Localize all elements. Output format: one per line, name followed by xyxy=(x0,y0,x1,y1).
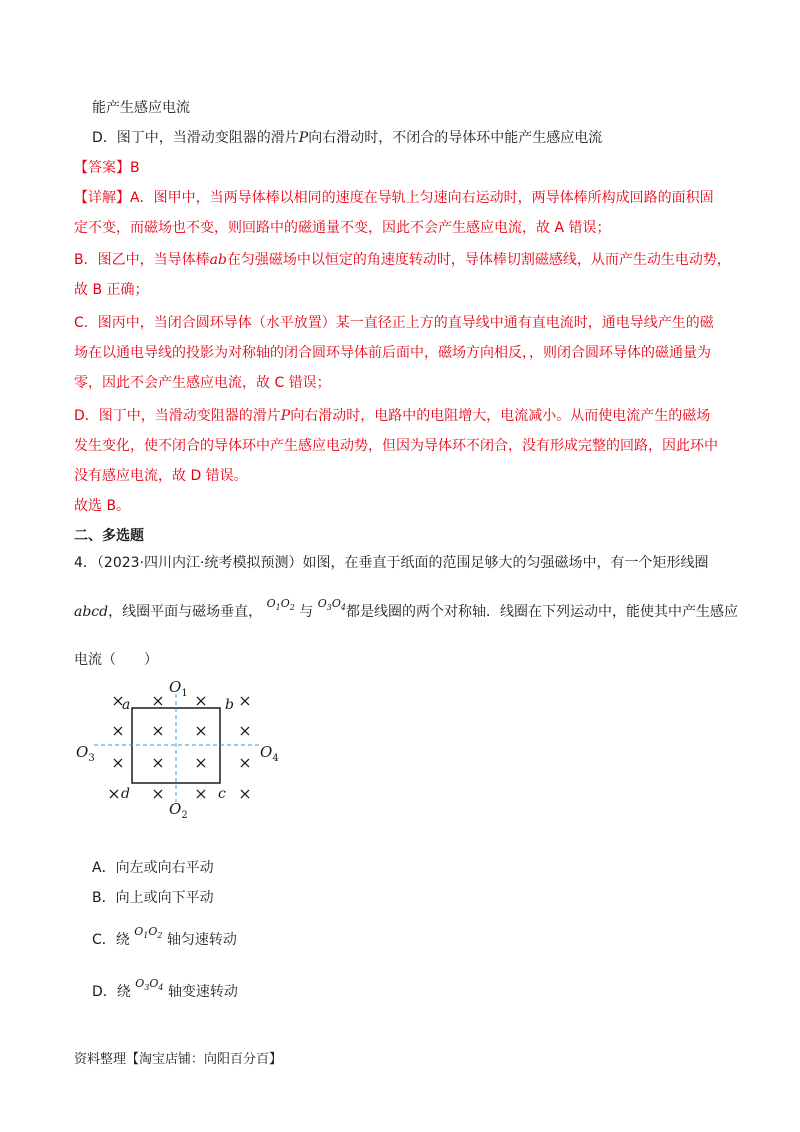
coil-diagram xyxy=(74,672,284,822)
explain-d-line2: 发生变化，使不闭合的导体环中产生感应电动势，但因为导体环不闭合，没有形成完整的回路，因此环中 xyxy=(74,438,718,454)
opt-d-axis-b: O xyxy=(149,977,159,990)
cross-r4c1: × xyxy=(107,784,121,803)
explain-c-line3: 零，因此不会产生感应电流，故 C 错误； xyxy=(74,375,331,391)
cross-r1c1: × xyxy=(111,691,125,710)
option-c-label: C．绕 xyxy=(92,932,130,948)
cross-r2c3: × xyxy=(194,721,208,740)
cross-r4c4: × xyxy=(238,784,252,803)
axis1-a: O xyxy=(266,597,276,610)
q4-line1 xyxy=(74,553,708,573)
axis-o1o2-option xyxy=(134,925,162,938)
opt-c-axis-a: O xyxy=(134,925,144,938)
explain-b-line1 xyxy=(74,250,731,270)
cross-r1c2: × xyxy=(151,691,165,710)
q4-line3: 电流（ ） xyxy=(74,652,158,668)
option-d-q4-label: D．绕 xyxy=(92,984,131,1000)
opt-d-axis-b-sub: 4 xyxy=(158,983,164,992)
q4-text2a: ，线圈平面与磁场垂直， xyxy=(108,604,263,620)
explain-a-line1 xyxy=(74,188,714,208)
cross-r3c4: × xyxy=(238,753,252,772)
axis2-b-sub: 4 xyxy=(340,603,346,612)
label-b: b xyxy=(225,697,234,713)
explain-b-var: ab xyxy=(209,252,227,268)
option-d xyxy=(92,128,602,148)
label-o3: $O_3$ xyxy=(76,743,95,764)
opt-c-axis-b-sub: 2 xyxy=(157,931,163,940)
explain-d-var: P xyxy=(280,408,291,424)
q4-text2b: 都是线圈的两个对称轴．线圈在下列运动中，能使其中产生感应 xyxy=(345,604,738,620)
label-d: d xyxy=(121,786,130,802)
explain-label: 【详解】 xyxy=(74,190,130,206)
axis-o1o2 xyxy=(267,597,295,610)
answer-value: B xyxy=(130,160,140,176)
cross-r3c1: × xyxy=(111,753,125,772)
q4-coil: abcd xyxy=(74,604,109,620)
cross-r2c4: × xyxy=(238,721,252,740)
answer-label: 【答案】 xyxy=(74,160,130,176)
option-c-tail2: 轴匀速转动 xyxy=(166,932,237,948)
axis2-b: O xyxy=(331,597,341,610)
q4-number: 4． xyxy=(74,555,97,571)
option-c-tail: 能产生感应电流 xyxy=(92,100,190,116)
cross-r4c2: × xyxy=(151,784,165,803)
cross-r4c3: × xyxy=(194,784,208,803)
explain-b-line2: 故 B 正确； xyxy=(74,282,149,298)
explain-c-line1: C．图丙中，当闭合圆环导体（水平放置）某一直径正上方的直导线中通有直电流时，通电导线产生的磁 xyxy=(74,315,714,331)
q4-source: （2023·四川内江·统考模拟预测） xyxy=(96,555,303,571)
footer: 资料整理【淘宝店铺：向阳百分百】 xyxy=(74,1052,283,1067)
option-d-q4 xyxy=(92,977,238,1007)
option-c xyxy=(92,925,237,955)
q4-line2 xyxy=(74,597,738,627)
explain-conclusion: 故选 B。 xyxy=(74,498,131,514)
axis2-a: O xyxy=(317,597,327,610)
option-d-var: P xyxy=(298,130,309,146)
opt-c-axis-a-sub: 1 xyxy=(143,931,149,940)
opt-d-axis-a-sub: 3 xyxy=(144,983,150,992)
cross-r1c3: × xyxy=(194,691,208,710)
section-title: 二、多选题 xyxy=(74,528,144,544)
explain-d-before: D．图丁中，当滑动变阻器的滑片 xyxy=(74,408,281,424)
cross-r2c1: × xyxy=(111,721,125,740)
cross-r2c2: × xyxy=(151,721,165,740)
option-d-label: D． xyxy=(92,130,117,146)
explain-c-line2: 场在以通电导线的投影为对称轴的闭合圆环导体前后面中，磁场方向相反，，则闭合圆环导体的磁通量为 xyxy=(74,345,711,361)
label-o4: $O_4$ xyxy=(260,743,279,764)
option-d-q4-tail: 轴变速转动 xyxy=(167,984,238,1000)
label-o1: $O_1$ xyxy=(169,678,188,699)
explain-a-line2: 定不变，而磁场也不变，则回路中的磁通量不变，因此不会产生感应电流，故 A 错误； xyxy=(74,220,611,236)
option-d-text-before: 图丁中，当滑动变阻器的滑片 xyxy=(116,130,299,146)
cross-r3c3: × xyxy=(194,753,208,772)
explain-b-after: 在匀强磁场中以恒定的角速度转动时，导体棒切割磁感线，从而产生动生电动势， xyxy=(226,252,731,268)
label-o2: $O_2$ xyxy=(169,800,188,821)
axis1-b-sub: 2 xyxy=(289,603,295,612)
option-d-text-after: 向右滑动时，不闭合的导体环中能产生感应电流 xyxy=(308,130,603,146)
option-b: B．向上或向下平动 xyxy=(92,890,214,906)
q4-text1: 如图，在垂直于纸面的范围足够大的匀强磁场中，有一个矩形线圈 xyxy=(302,555,709,571)
label-a: a xyxy=(122,697,131,713)
opt-d-axis-a: O xyxy=(135,977,145,990)
axis2-a-sub: 3 xyxy=(326,603,332,612)
explain-d-line3: 没有感应电流，故 D 错误。 xyxy=(74,468,248,484)
cross-r1c4: × xyxy=(238,691,252,710)
explain-b-before: B．图乙中，当导体棒 xyxy=(74,252,210,268)
answer xyxy=(74,158,140,178)
opt-c-axis-b: O xyxy=(148,925,158,938)
axis-o3o4 xyxy=(318,597,346,610)
label-c: c xyxy=(218,786,226,802)
option-a: A．向左或向右平动 xyxy=(92,860,214,876)
explain-d-line1 xyxy=(74,406,710,426)
explain-d-after: 向右滑动时，电路中的电阻增大，电流减小。从而使电流产生的磁场 xyxy=(290,408,711,424)
axis1-b: O xyxy=(280,597,290,610)
axis1-a-sub: 1 xyxy=(275,603,281,612)
explain-a: A．图甲中，当两导体棒以相同的速度在导轨上匀速向右运动时，两导体棒所构成回路的面积固 xyxy=(130,190,714,206)
axis-o3o4-option xyxy=(135,977,163,990)
q4-yu: 与 xyxy=(299,604,314,620)
cross-r3c2: × xyxy=(151,753,165,772)
